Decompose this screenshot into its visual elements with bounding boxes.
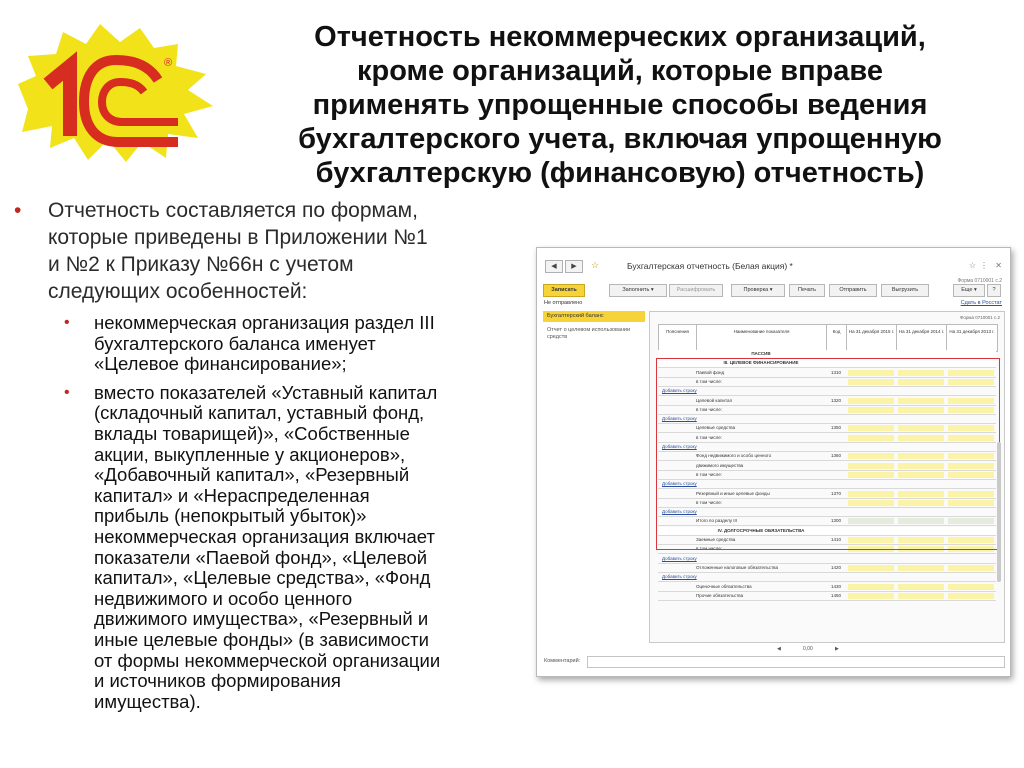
- column-header: Наименование показателя: [697, 325, 827, 351]
- sub-bullet-line: движимого имущества», «Резервный и: [94, 608, 429, 630]
- sub-bullet-line: капитал», «Целевые средства», «Фонд: [94, 567, 431, 589]
- title-line: применять упрощенные способы ведения: [312, 89, 928, 121]
- row-code: 1450: [830, 592, 841, 598]
- column-header: Пояснения: [659, 325, 697, 351]
- form-screenshot: [536, 247, 1011, 677]
- sections-sidebar: [543, 311, 645, 641]
- print-button[interactable]: Печать: [789, 284, 825, 297]
- scrollbar[interactable]: [997, 442, 1001, 582]
- forward-button[interactable]: ▶: [565, 260, 583, 273]
- value-cell[interactable]: [898, 584, 944, 590]
- sub-bullet: [6, 313, 526, 375]
- table-row: [658, 583, 996, 592]
- sub-bullet-line: «Добавочный капитал», «Резервный: [94, 464, 410, 486]
- row-label: Паевой фонд: [696, 369, 725, 375]
- row-label: в том числе:: [696, 471, 722, 477]
- 1c-logo: [8, 14, 218, 164]
- back-button[interactable]: ◀: [545, 260, 563, 273]
- fill-button[interactable]: Заполнить ▾: [609, 284, 667, 297]
- sidebar-item-target-funds[interactable]: Отчет о целевом использовании средств: [547, 327, 631, 340]
- sub-bullet-line: (складочный капитал, уставный фонд,: [94, 402, 425, 424]
- save-button[interactable]: Записать: [543, 284, 585, 297]
- bullet-dot-icon: •: [64, 383, 70, 401]
- row-label: в том числе:: [696, 546, 722, 552]
- main-bullet-line: и №2 к Приказу №66н с учетом: [48, 253, 354, 276]
- column-header: На 31 декабря 2014 г.: [897, 325, 947, 351]
- sub-bullet-line: вместо показателей «Уставный капитал: [94, 381, 438, 403]
- row-label: в том числе:: [696, 434, 722, 440]
- row-label: в том числе:: [696, 499, 722, 505]
- sub-bullet-line: «Целевое финансирование»;: [94, 353, 347, 375]
- bullet-dot-icon: •: [14, 199, 22, 222]
- sub-bullet-line: бухгалтерского баланса именует: [94, 332, 376, 354]
- close-icon[interactable]: ✕: [995, 261, 1002, 270]
- row-label: Целевые средства: [696, 425, 736, 431]
- sub-bullet-list: [6, 313, 526, 712]
- row-label: Оценочные обязательства: [696, 583, 752, 589]
- favorite-star-icon[interactable]: ☆: [590, 260, 600, 270]
- sidebar-item-balance[interactable]: Бухгалтерский баланс: [543, 311, 645, 322]
- value-cell[interactable]: [848, 584, 894, 590]
- sub-bullet-line: прибыль (непокрытый убыток)»: [94, 505, 367, 527]
- column-header: Код: [827, 325, 847, 351]
- pager: [777, 646, 847, 655]
- star-icon[interactable]: ☆: [968, 261, 976, 270]
- title-line: бухгалтерского учета, включая упрощенную: [298, 123, 942, 155]
- row-code: 1350: [830, 425, 841, 431]
- decode-button[interactable]: Расшифровать: [669, 284, 723, 297]
- table-row: [658, 592, 996, 601]
- row-label[interactable]: Добавить строку: [662, 444, 697, 449]
- export-button[interactable]: Выгрузить: [881, 284, 929, 297]
- column-header: На 31 декабря 2015 г.: [847, 325, 897, 351]
- row-label[interactable]: Добавить строку: [662, 416, 697, 422]
- pager-value: 0,00: [803, 646, 813, 652]
- row-label: Прочие обязательства: [696, 592, 744, 598]
- row-label[interactable]: Добавить строку: [662, 509, 697, 515]
- row-code: 1420: [830, 564, 841, 570]
- sub-bullet-line: некоммерческая организация включает: [94, 525, 435, 547]
- main-bullet-line: Отчетность составляется по формам,: [48, 199, 418, 222]
- comment-label: Комментарий:: [544, 658, 581, 664]
- row-label: движимого имущества: [696, 462, 744, 468]
- help-button[interactable]: ?: [987, 284, 1001, 297]
- table-row: [658, 564, 996, 573]
- logo-registered-mark: ®: [164, 57, 173, 69]
- row-code: 1310: [830, 369, 841, 375]
- toolbar: [543, 284, 1003, 296]
- slide-title: [235, 20, 1005, 190]
- sub-bullet-line: некоммерческая организация раздел III: [94, 312, 435, 333]
- column-header: На 31 декабря 2013 г.: [949, 329, 995, 334]
- sub-bullet-line: недвижимого и особо ценного: [94, 587, 353, 609]
- row-code: 1430: [830, 583, 841, 589]
- main-bullet-line: следующих особенностей:: [48, 280, 308, 303]
- row-label: Целевой капитал: [696, 397, 733, 403]
- row-code: 1360: [830, 453, 841, 459]
- row-label[interactable]: Добавить строку: [662, 388, 697, 394]
- row-label: Резервный и иные целевые фонды: [696, 490, 770, 496]
- row-label: Отложенные налоговые обязательства: [696, 564, 779, 570]
- value-cell[interactable]: [898, 565, 944, 571]
- highlight-frame: [656, 358, 1000, 550]
- sub-bullet-line: показатели «Паевой фонд», «Целевой: [94, 546, 428, 568]
- title-line: Отчетность некоммерческих организаций,: [314, 21, 926, 53]
- row-label: Итого по разделу III: [696, 518, 738, 524]
- sub-bullet-line: имущества).: [94, 690, 201, 712]
- more-button[interactable]: Еще ▾: [953, 284, 985, 297]
- sub-bullet-line: и источников формирования: [94, 670, 341, 692]
- more-icon[interactable]: ⋮: [980, 261, 988, 270]
- pager-next-icon[interactable]: ▶: [835, 646, 839, 652]
- comment-input[interactable]: [587, 656, 1005, 668]
- add-row-link[interactable]: [658, 555, 996, 564]
- report-form-code: Форма 0710001 с.2: [959, 315, 1000, 320]
- row-label: ПАССИВ: [751, 351, 771, 356]
- status-text: Не отправлено: [544, 300, 583, 306]
- table-header: [658, 324, 998, 352]
- value-cell[interactable]: [948, 584, 994, 590]
- title-line: кроме организаций, которые вправе: [356, 55, 884, 87]
- main-bullet-line: которые приведены в Приложении №1: [48, 226, 428, 249]
- value-cell[interactable]: [848, 593, 894, 599]
- value-cell[interactable]: [948, 593, 994, 599]
- row-label: в том числе:: [696, 406, 722, 412]
- title-line: бухгалтерскую (финансовую) отчетность): [315, 157, 925, 189]
- row-code: 1320: [830, 397, 841, 403]
- window-title: Бухгалтерская отчетность (Белая акция) *: [627, 261, 793, 271]
- main-bullet: [6, 197, 526, 305]
- check-button[interactable]: Проверка ▾: [731, 284, 785, 297]
- sub-bullet-line: от формы некоммерческой организации: [94, 649, 441, 671]
- submit-rosstat-link[interactable]: Сдать в Росстат: [960, 300, 1002, 306]
- bullet-dot-icon: •: [64, 314, 70, 331]
- row-label[interactable]: Добавить строку: [662, 555, 697, 561]
- row-label: Фонд недвижимого и особо ценного: [696, 453, 772, 459]
- sub-bullet: [6, 383, 526, 713]
- row-label: III. ЦЕЛЕВОЕ ФИНАНСИРОВАНИЕ: [723, 360, 799, 366]
- row-label[interactable]: Добавить строку: [662, 481, 697, 487]
- pager-prev-icon[interactable]: ◀: [777, 646, 781, 652]
- sub-bullet-line: капитал» и «Нераспределенная: [94, 484, 370, 506]
- value-cell[interactable]: [848, 565, 894, 571]
- row-code: 1370: [830, 490, 841, 496]
- row-label: IV. ДОЛГОСРОЧНЫЕ ОБЯЗАТЕЛЬСТВА: [717, 527, 805, 533]
- sub-bullet-line: акции, выкупленные у акционеров»,: [94, 443, 406, 465]
- add-row-link[interactable]: [658, 573, 996, 582]
- value-cell[interactable]: [948, 565, 994, 571]
- report-table-area: [649, 311, 1005, 643]
- value-cell[interactable]: [898, 593, 944, 599]
- row-code: 1410: [830, 537, 841, 542]
- row-label: Заемные средства: [696, 537, 736, 542]
- sub-bullet-line: иные целевые фонды» (в зависимости: [94, 628, 429, 650]
- send-button[interactable]: Отправить: [829, 284, 877, 297]
- row-code: 1300: [830, 518, 841, 524]
- slide-body: [6, 197, 526, 720]
- sub-bullet-line: вклады товарищей)», «Собственные: [94, 422, 410, 444]
- form-id: Форма 0710001 с.2: [957, 278, 1002, 284]
- row-label[interactable]: Добавить строку: [662, 574, 697, 580]
- row-label: в том числе:: [696, 378, 722, 384]
